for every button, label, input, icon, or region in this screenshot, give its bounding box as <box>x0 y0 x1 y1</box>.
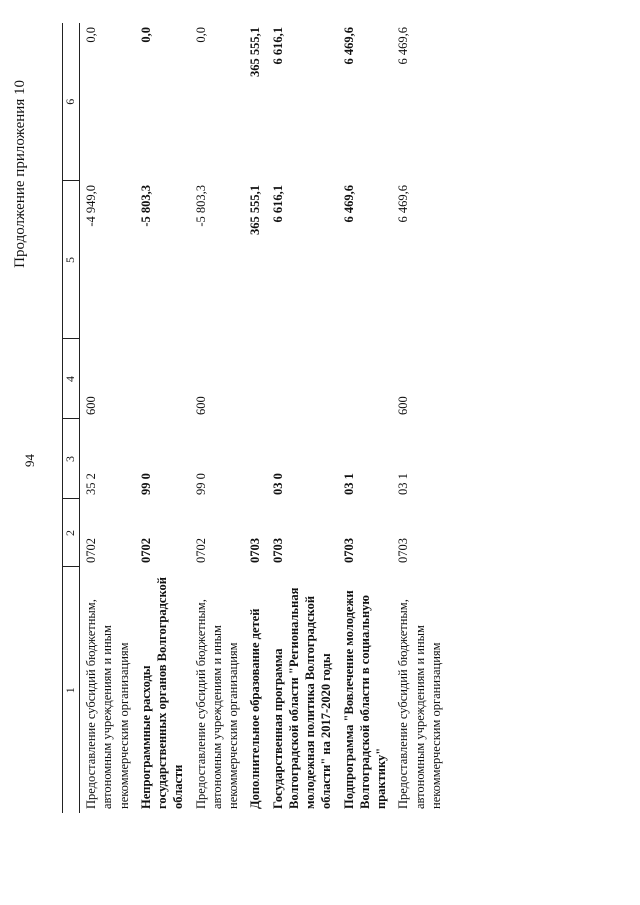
row-amount-5: 6 469,6 <box>396 185 411 223</box>
row-amount-6: 6 616,1 <box>270 27 285 65</box>
row-section-code: 0703 <box>396 538 411 563</box>
row-amount-6: 365 555,1 <box>248 27 263 77</box>
table-row <box>244 23 266 813</box>
row-section-code: 0703 <box>341 538 356 563</box>
table-row <box>392 23 447 813</box>
row-section-code: 0702 <box>138 538 153 563</box>
row-name: Предоставление субсидий бюджетным, автономным учреждениям и иным некоммерческим организациям <box>84 599 131 809</box>
table-row <box>135 23 190 813</box>
row-amount-6: 0,0 <box>193 27 208 43</box>
row-target-code: 03 0 <box>270 473 285 495</box>
row-expense-type: 600 <box>396 396 411 415</box>
page-number: 94 <box>22 454 37 467</box>
table-row <box>338 23 393 813</box>
row-amount-5: -4 949,0 <box>84 185 98 227</box>
row-name: Дополнительное образование детей <box>248 608 263 809</box>
row-expense-type: 600 <box>84 396 98 415</box>
col-header-2: 2 <box>63 499 80 567</box>
row-amount-6: 0,0 <box>84 27 98 43</box>
row-section-code: 0702 <box>193 538 208 563</box>
row-expense-type <box>135 339 190 419</box>
column-numbers-row <box>63 23 80 813</box>
row-name: Предоставление субсидий бюджетным, автономным учреждениям и иным некоммерческим организациям <box>396 599 443 809</box>
row-amount-5: -5 803,3 <box>193 185 208 227</box>
row-expense-type: 600 <box>193 396 208 415</box>
row-amount-5: -5 803,3 <box>138 185 153 227</box>
row-amount-5: 6 616,1 <box>270 185 285 223</box>
row-target-code: 99 0 <box>193 473 208 495</box>
row-name: Непрограммные расходы государственных органов Волгоградской области <box>138 577 186 809</box>
row-amount-6: 6 469,6 <box>396 27 411 65</box>
row-target-code <box>244 419 266 499</box>
row-expense-type <box>267 339 338 419</box>
row-amount-6: 6 469,6 <box>341 27 356 65</box>
row-amount-6: 0,0 <box>138 27 153 43</box>
row-target-code: 99 0 <box>138 473 153 495</box>
row-name: Государственная программа Волгоградской области "Региональная молодежная политика Волгоградской области" на 2017-2020 годы <box>270 587 334 809</box>
row-target-code: 03 1 <box>341 473 356 495</box>
row-expense-type <box>244 339 266 419</box>
col-header-1: 1 <box>63 567 80 813</box>
table-row <box>190 23 245 813</box>
row-target-code: 35 2 <box>84 473 98 495</box>
table-row <box>80 23 135 813</box>
row-section-code: 0703 <box>270 538 285 563</box>
col-header-6: 6 <box>63 23 80 181</box>
row-section-code: 0703 <box>248 538 263 563</box>
table-row <box>267 23 338 813</box>
col-header-5: 5 <box>63 181 80 339</box>
budget-table <box>62 23 447 813</box>
row-amount-5: 365 555,1 <box>248 185 263 235</box>
continuation-caption: Продолжение приложения 10 <box>12 80 28 268</box>
col-header-4: 4 <box>63 339 80 419</box>
row-name: Предоставление субсидий бюджетным, автономным учреждениям и иным некоммерческим организациям <box>193 599 240 809</box>
row-expense-type <box>338 339 393 419</box>
row-target-code: 03 1 <box>396 473 411 495</box>
row-amount-5: 6 469,6 <box>341 185 356 223</box>
row-section-code: 0702 <box>84 538 98 563</box>
col-header-3: 3 <box>63 419 80 499</box>
row-name: Подпрограмма "Вовлечение молодежи Волгоградской области в социальную практику" <box>341 590 388 809</box>
